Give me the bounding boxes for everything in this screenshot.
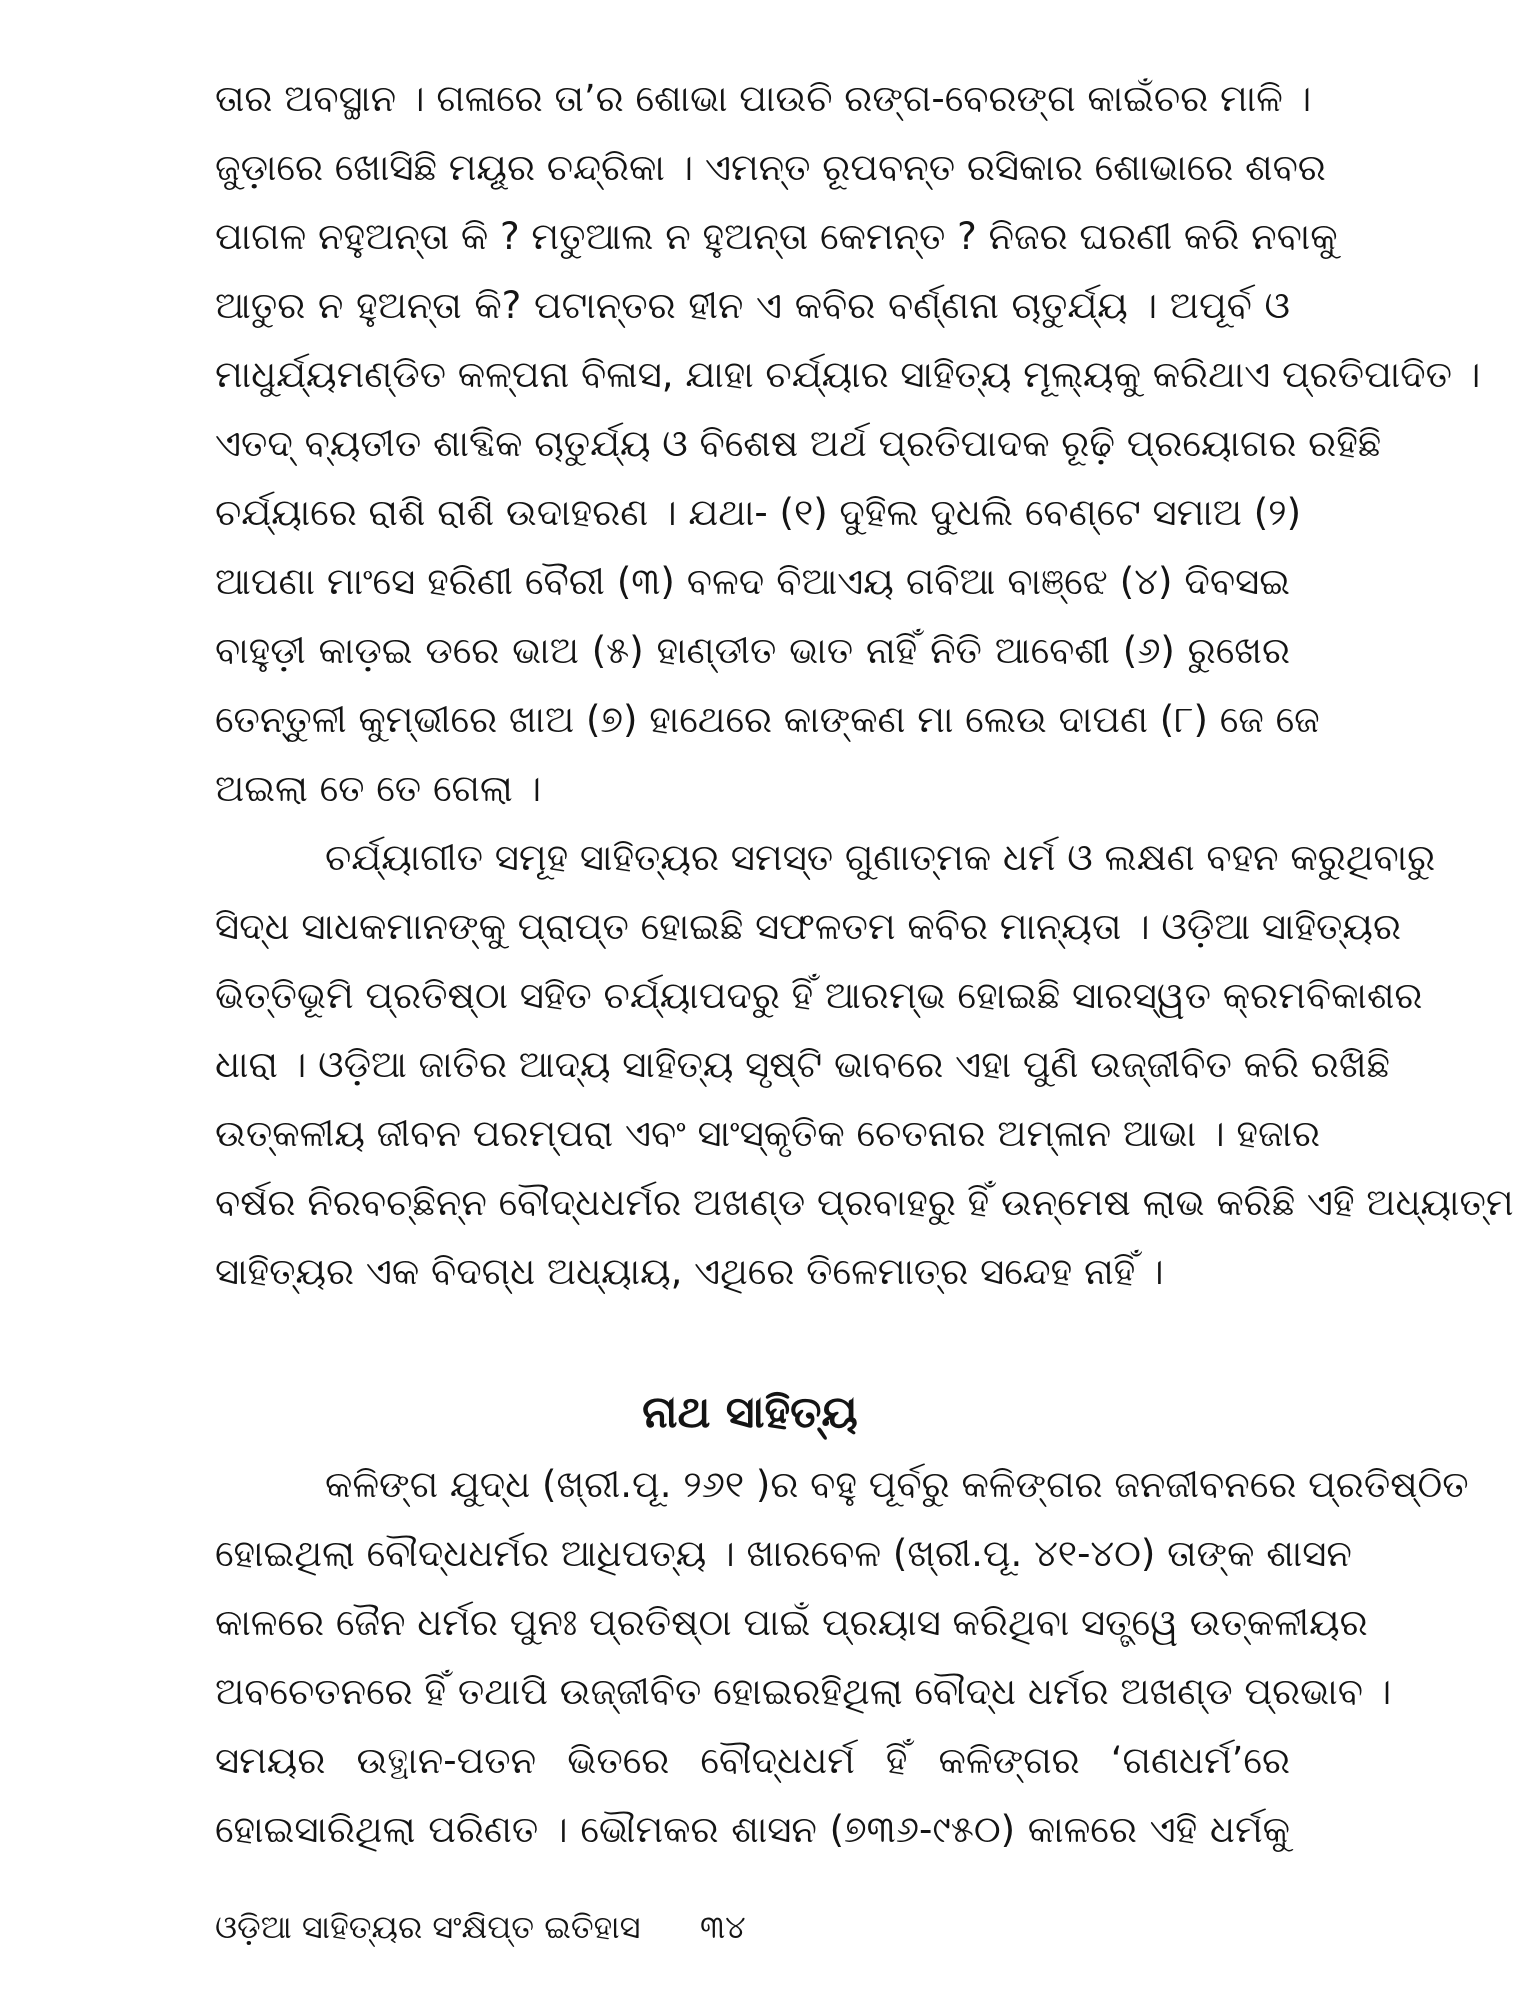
text-line: କଳିଙ୍ଗ ଯୁଦ୍ଧ (ଖ୍ରୀ.ପୂ. ୨୬୧ )ର ବହୁ ପୂର୍ବରୁ କଳିଙ୍ଗର ଜନଜୀବନରେ ପ୍ରତିଷ୍ଠିତ <box>325 1463 1469 1506</box>
text-line: ଆତୁର ନ ହୁଅନ୍ତା କି? ପଟାନ୍ତର ହୀନ ଏ କବିର ବର୍ଣ୍ଣନା ଚାତୁର୍ଯ୍ୟ । ଅପୂର୍ବ ଓ <box>215 284 1290 327</box>
text-line: ଭିତ୍ତିଭୂମି ପ୍ରତିଷ୍ଠା ସହିତ ଚର୍ଯ୍ୟାପଦରୁ ହିଁ ଆରମ୍ଭ ହୋଇଛି ସାରସ୍ୱତ କ୍ରମବିକାଶର <box>215 974 1423 1017</box>
text-line: ବାହୁଡ଼ୀ କାଡ଼ଇ ଡରେ ଭାଅ (୫) ହାଣ୍ଡୀତ ଭାତ ନାହିଁ ନିତି ଆବେଶୀ (୬) ରୁଖେର <box>215 629 1290 672</box>
text-line: ମାଧୁର୍ଯ୍ୟମଣ୍ଡିତ କଳ୍ପନା ବିଳାସ, ଯାହା ଚର୍ଯ୍ୟାର ସାହିତ୍ୟ ମୂଲ୍ୟକୁ କରିଥାଏ ପ୍ରତିପାଦିତ । <box>215 353 1481 396</box>
text-line: ହୋଇସାରିଥିଲା ପରିଣତ । ଭୌମକର ଶାସନ (୭୩୬-୯୫୦) କାଳରେ ଏହି ଧର୍ମକୁ <box>215 1808 1290 1851</box>
text-line: ଅଇଲା ତେ ତେ ଗେଲା । <box>215 767 542 810</box>
text-line: ତାର ଅବସ୍ଥାନ । ଗଳାରେ ତା’ର ଶୋଭା ପାଉଚି ରଙ୍ଗ-ବେରଙ୍ଗ କାଇଁଚର ମାଳି । <box>215 77 1312 120</box>
text-line: ଅବଚେତନରେ ହିଁ ତଥାପି ଉଜ୍ଜୀବିତ ହୋଇରହିଥିଲା ବୌଦ୍ଧ ଧର୍ମର ଅଖଣ୍ଡ ପ୍ରଭାବ । <box>215 1670 1392 1713</box>
text-line: ଚର୍ଯ୍ୟାରେ ରାଶି ରାଶି ଉଦାହରଣ । ଯଥା- (୧) ଦୁହିଲ ଦୁଧଲି ବେଣ୍ଟେ ସମାଅ (୨) <box>215 491 1302 534</box>
text-line: ହୋଇଥିଲା ବୌଦ୍ଧଧର୍ମର ଆଧିପତ୍ୟ । ଖାରବେଳ (ଖ୍ରୀ.ପୂ. ୪୧-୪୦) ତାଙ୍କ ଶାସନ <box>215 1532 1352 1575</box>
text-line: ଧାରା । ଓଡ଼ିଆ ଜାତିର ଆଦ୍ୟ ସାହିତ୍ୟ ସୃଷ୍ଟି ଭାବରେ ଏହା ପୁଣି ଉଜ୍ଜୀବିତ କରି ରଖିଛି <box>215 1043 1390 1086</box>
text-line: କାଳରେ ଜୈନ ଧର୍ମର ପୁନଃ ପ୍ରତିଷ୍ଠା ପାଇଁ ପ୍ରୟାସ କରିଥିବା ସତ୍ତ୍ୱେ ଉତ୍କଳୀୟର <box>215 1601 1368 1644</box>
text-line: ଜୁଡ଼ାରେ ଖୋସିଛି ମୟୂର ଚନ୍ଦ୍ରିକା । ଏମନ୍ତ ରୂପବନ୍ତ ରସିକାର ଶୋଭାରେ ଶବର <box>215 146 1326 189</box>
text-line: ସମୟର ଉତ୍ଥାନ-ପତନ ଭିତରେ ବୌଦ୍ଧଧର୍ମ ହିଁ କଳିଙ୍ଗର ‘ଗଣଧର୍ମ’ରେ <box>215 1739 1290 1782</box>
text-line: ସାହିତ୍ୟର ଏକ ବିଦଗ୍ଧ ଅଧ୍ୟାୟ, ଏଥିରେ ତିଳେମାତ୍ର ସନ୍ଦେହ ନାହିଁ । <box>215 1250 1164 1293</box>
section-heading: ନାଥ ସାହିତ୍ୟ <box>642 1387 858 1438</box>
text-line: ପାଗଳ ନହୁଅନ୍ତା କି ? ମତୁଆଲ ନ ହୁଅନ୍ତା କେମନ୍ତ ? ନିଜର ଘରଣୀ କରି ନବାକୁ <box>215 215 1338 258</box>
text-line: ସିଦ୍ଧ ସାଧକମାନଙ୍କୁ ପ୍ରାପ୍ତ ହୋଇଛି ସଫଳତମ କବିର ମାନ୍ୟତା । ଓଡ଼ିଆ ସାହିତ୍ୟର <box>215 905 1401 948</box>
text-line: ବର୍ଷର ନିରବଚ୍ଛିନ୍ନ ବୌଦ୍ଧଧର୍ମର ଅଖଣ୍ଡ ପ୍ରବାହରୁ ହିଁ ଉନ୍ମେଷ ଲାଭ କରିଛି ଏହି ଅଧ୍ୟାତ୍ମ <box>215 1181 1514 1224</box>
page-number: ୩୪ <box>700 1908 746 1946</box>
text-line: ଚର୍ଯ୍ୟାଗୀତ ସମୂହ ସାହିତ୍ୟର ସମସ୍ତ ଗୁଣାତ୍ମକ ଧର୍ମ ଓ ଲକ୍ଷଣ ବହନ କରୁଥିବାରୁ <box>325 836 1436 879</box>
text-line: ଏତଦ୍ ବ୍ୟତୀତ ଶାବ୍ଦିକ ଚାତୁର୍ଯ୍ୟ ଓ ବିଶେଷ ଅର୍ଥ ପ୍ରତିପାଦକ ରୂଢ଼ି ପ୍ରୟୋଗର ରହିଛି <box>215 422 1382 465</box>
footer-book-title: ଓଡ଼ିଆ ସାହିତ୍ୟର ସଂକ୍ଷିପ୍ତ ଇତିହାସ <box>215 1908 641 1946</box>
text-line: ଆପଣା ମାଂସେ ହରିଣୀ ବୈରୀ (୩) ବଳଦ ବିଆଏୟ ଗବିଆ ବାଞ୍ଝେ (୪) ଦିବସଇ <box>215 560 1290 603</box>
text-line: ତେନ୍ତୁଳୀ କୁମ୍ଭୀରେ ଖାଅ (୭) ହାଥେରେ କାଙ୍କଣ ମା ଲେଉ ଦାପଣ (୮) ଜେ ଜେ <box>215 698 1320 741</box>
text-line: ଉତ୍କଳୀୟ ଜୀବନ ପରମ୍ପରା ଏବଂ ସାଂସ୍କୃତିକ ଚେତନାର ଅମ୍ଳାନ ଆଭା । ହଜାର <box>215 1112 1320 1155</box>
